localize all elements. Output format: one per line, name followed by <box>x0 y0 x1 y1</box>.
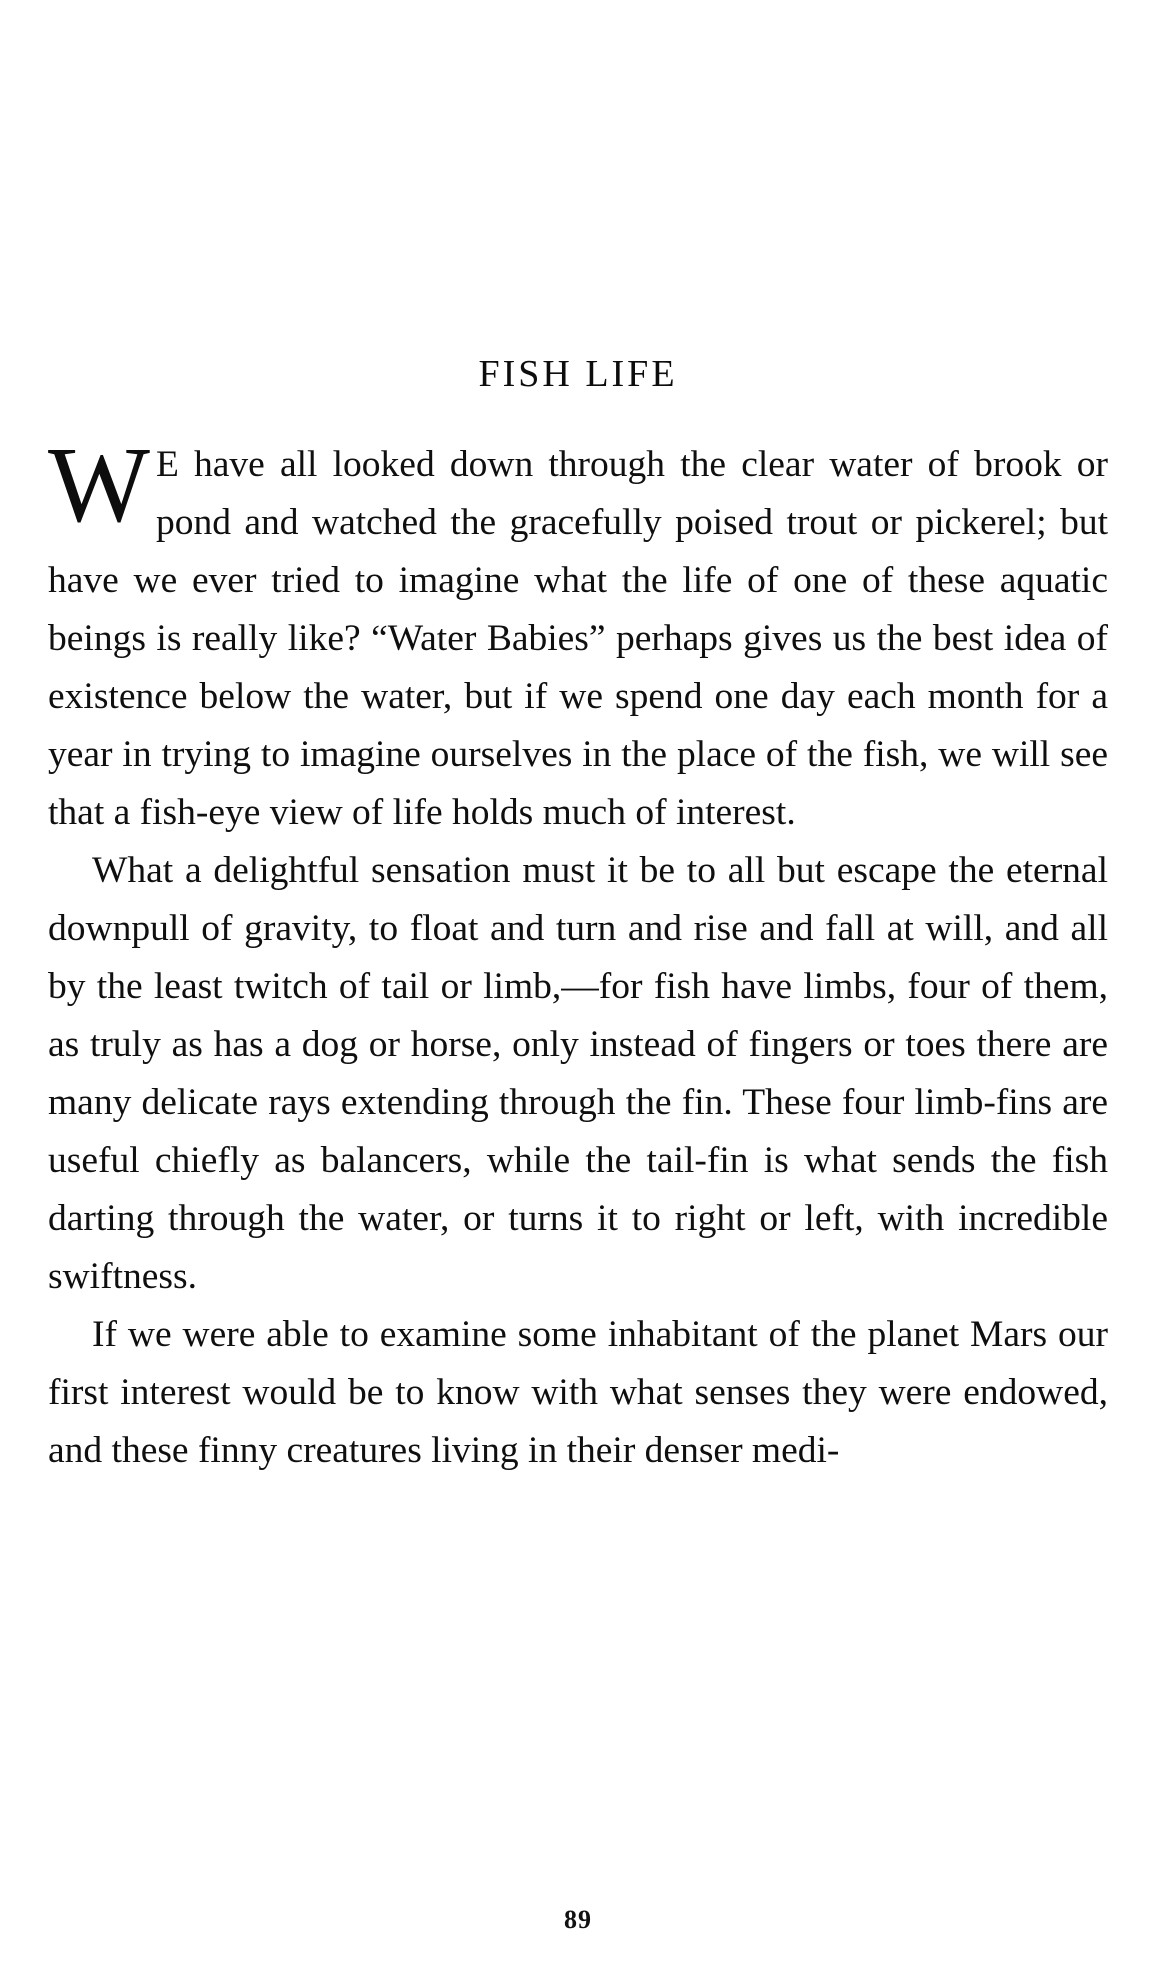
paragraph-1 <box>48 426 1108 842</box>
page-title: FISH LIFE <box>478 353 678 395</box>
paragraph-1-text: E have all looked down through the clear water of brook or pond and watched the gracefully poised trout or pickerel; but have we ever tried to imagine what the life of one of these aquatic beings is really like? “Water Babies” perhaps gives us the best idea of existence below the water, but if we spend one day each month for a year in trying to imagine ourselves in the place of the fish, we will see that a fish-eye view of life holds much of interest. <box>48 444 1108 833</box>
paragraph-3: If we were able to examine some inhabitant of the planet Mars our first interest would be to know with what senses they were endowed, and these finny creatures living in their denser medi- <box>48 1314 1108 1471</box>
page-body <box>48 352 1108 1480</box>
page-number: 89 <box>564 1905 592 1934</box>
drop-cap: W <box>48 426 150 545</box>
paragraph-2: What a delightful sensation must it be to all but escape the eternal downpull of gravity, to float and turn and rise and fall at will, and all by the least twitch of tail or limb,—for fish have limbs, four of them, as truly as has a dog or horse, only instead of fingers or toes there are many delicate rays extending through the fin. These four limb-fins are useful chiefly as balancers, while the tail-fin is what sends the fish darting through the water, or turns it to right or left, with incredible swiftness. <box>48 850 1108 1297</box>
